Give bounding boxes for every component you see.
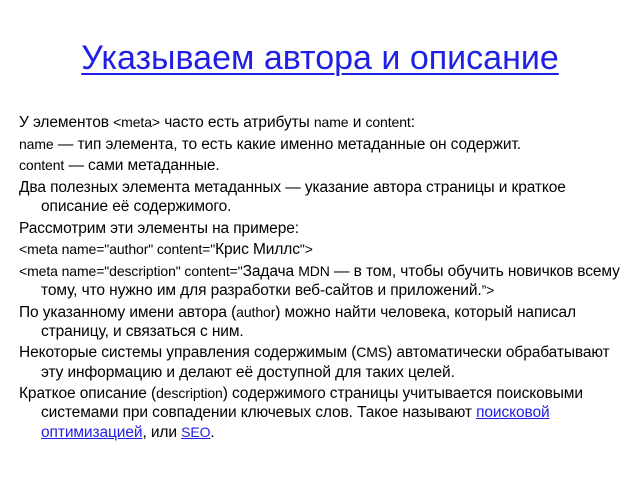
code: "> [299,241,313,258]
paragraph-name-definition [19,135,624,154]
text: ) содержимого страницы учитывается поисковыми системами при совпадении ключевых слов. Такое называют [41,385,583,422]
text: . [210,423,215,441]
paragraph-description-meta-example [19,262,624,300]
paragraph-content-definition [19,156,624,175]
seo-abbr-link[interactable]: SEO [181,423,211,440]
mdn-abbr: MDN [298,262,330,279]
text: , или [142,423,182,441]
text: часто есть атрибуты [160,114,314,131]
paragraph-author-meta-example [19,240,624,259]
text: ) автоматически обрабатывают эту информацию и делают её доступной для таких целей. [41,344,610,381]
content-attribute-code: content [19,157,65,174]
paragraph-description-seo [19,384,624,442]
text: — тип элемента, то есть какие именно метаданные он содержит. [53,135,521,153]
name-attribute-code: name [19,135,54,152]
author-name: Крис Миллс [215,241,300,259]
author-attribute-code: author [236,303,276,320]
text: : [410,114,415,131]
meta-tag-code: <meta> [113,114,160,130]
name-attribute-code: name [313,114,349,130]
text: Краткое описание ( [19,385,157,403]
text: — сами метаданные. [64,157,220,175]
paragraph-author-usage [19,303,624,341]
text: У элементов [19,114,114,131]
text: По указанному имени автора ( [19,303,237,321]
text: — в том, чтобы обучить новичков всему тому, что нужно им для разработки веб-сайтов и приложений. [41,262,620,299]
content-attribute-code: content [365,114,411,130]
paragraph-example-intro: Рассмотрим эти элементы на примере: [19,219,299,237]
text: Некоторые системы управления содержимым ( [19,344,357,362]
paragraph-cms-usage [19,343,624,381]
text: и [348,114,366,131]
code: <meta name="description" content=" [19,262,243,279]
text: ) можно найти человека, который написал страницу, и связаться с ним. [41,303,576,340]
code: ”> [481,281,495,298]
code: <meta name="author" content=" [19,241,216,258]
paragraph-meta-attributes [19,113,624,132]
slide-title: Указываем автора и описание [81,39,559,77]
text: Задача [242,262,299,280]
slide-body [19,113,624,444]
description-attribute-code: description [156,385,223,402]
paragraph-useful-elements: Два полезных элемента метаданных — указание автора страницы и краткое описание её содержимого. [19,178,566,215]
seo-link[interactable]: поисковой оптимизацией [41,404,550,441]
cms-abbr: CMS [356,344,388,361]
